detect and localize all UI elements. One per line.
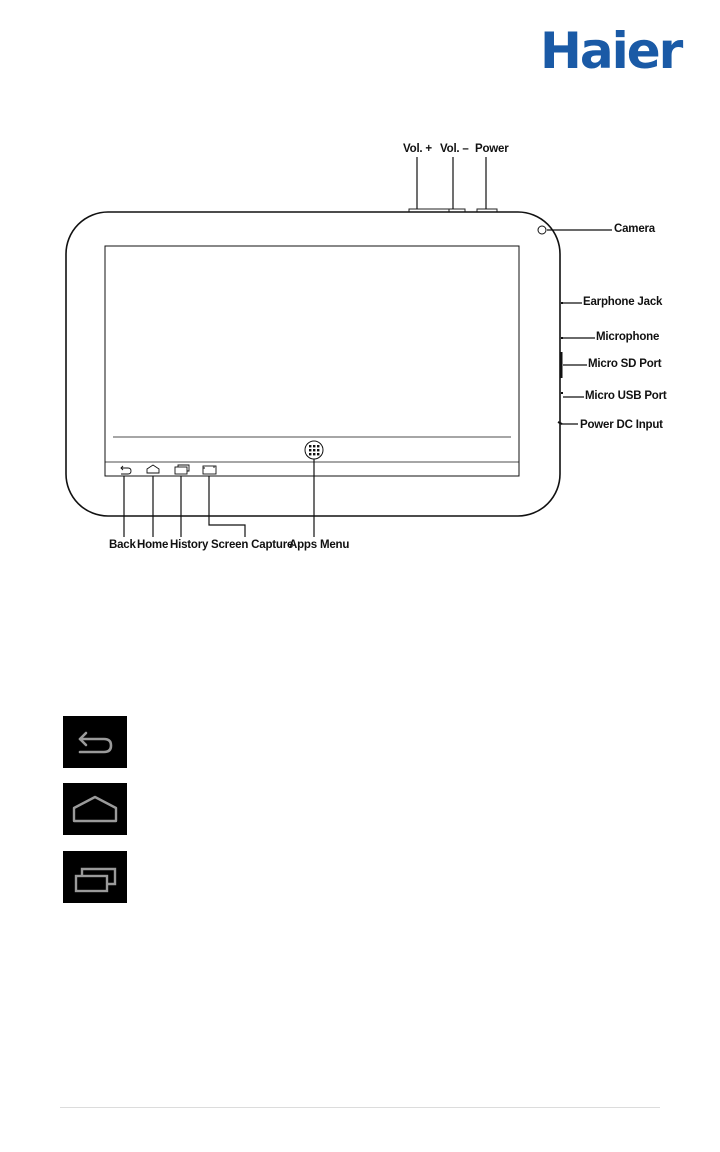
back-key-icon: [63, 716, 127, 768]
footer-rule: [60, 1107, 660, 1108]
microphone-label: Microphone: [596, 331, 660, 343]
haier-logo: Haier: [540, 22, 682, 80]
power-label: Power: [475, 143, 509, 155]
home-key-icon: [63, 783, 127, 835]
power-dc-input-label: Power DC Input: [580, 419, 663, 431]
vol-minus-label: Vol. –: [440, 143, 469, 155]
recent-apps-key-icon: [63, 851, 127, 903]
camera-label: Camera: [614, 223, 655, 235]
apps-menu-label: Apps Menu: [289, 539, 350, 551]
camera-icon: [538, 226, 546, 234]
screen-capture-label: Screen Capture: [211, 539, 294, 551]
earphone-jack-label: Earphone Jack: [583, 296, 663, 308]
apps-menu-icon: [305, 441, 323, 459]
history-label: History: [170, 539, 209, 551]
back-label: Back: [109, 539, 136, 551]
top-leader-lines: [417, 157, 486, 209]
vol-plus-label: Vol. +: [403, 143, 432, 155]
micro-sd-port-label: Micro SD Port: [588, 358, 662, 370]
micro-usb-port-label: Micro USB Port: [585, 390, 667, 402]
home-label: Home: [137, 539, 169, 551]
